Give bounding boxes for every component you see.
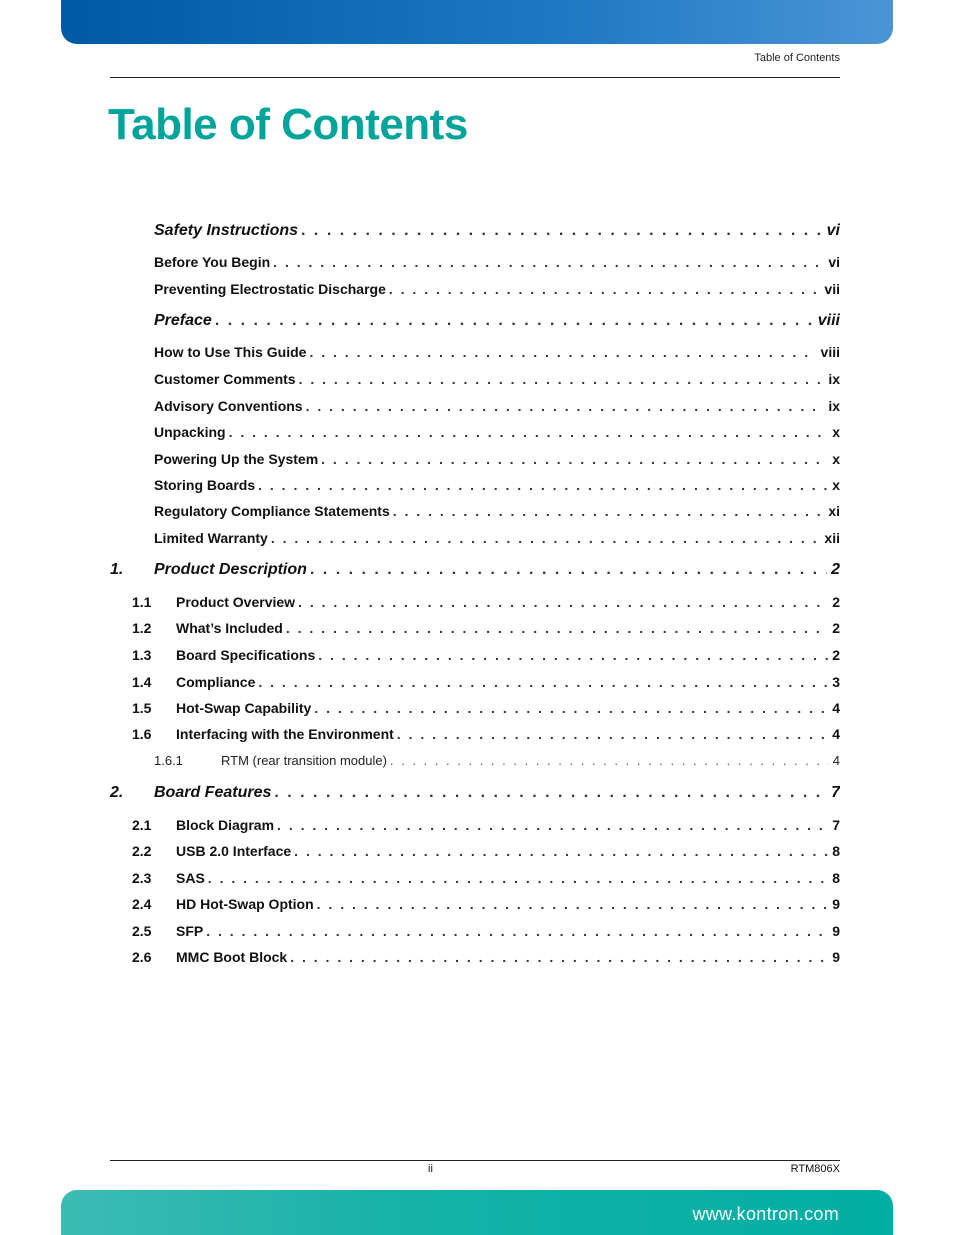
toc-entry-page: vi	[828, 254, 840, 270]
toc-entry-page: 2	[831, 561, 840, 578]
toc-entry[interactable]	[0, 949, 954, 969]
toc-dot-leader	[301, 222, 823, 240]
header-section-label: Table of Contents	[754, 52, 840, 64]
footer-rule	[110, 1160, 840, 1161]
toc-entry-title: Board Features	[154, 784, 274, 802]
toc-entry-title: Compliance	[176, 674, 258, 690]
toc-entry-page: 7	[831, 784, 840, 801]
website-link[interactable]: www.kontron.com	[692, 1204, 839, 1224]
toc-dot-leader	[314, 700, 828, 716]
toc-dot-leader	[393, 503, 825, 519]
toc-entry[interactable]	[0, 477, 954, 497]
toc-entry-title: RTM (rear transition module)	[221, 753, 390, 768]
toc-entry-title: Safety Instructions	[154, 222, 301, 240]
toc-entry-number: 2.4	[132, 896, 152, 912]
toc-entry[interactable]	[0, 843, 954, 863]
toc-entry-page: 9	[832, 923, 840, 939]
toc-entry-title: Unpacking	[154, 424, 229, 440]
toc-entry[interactable]	[0, 371, 954, 391]
toc-dot-leader	[299, 371, 825, 387]
toc-entry-title: SAS	[176, 870, 208, 886]
toc-dot-leader	[258, 477, 828, 493]
toc-entry-page: 8	[832, 870, 840, 886]
toc-entry-number: 2.5	[132, 923, 152, 939]
toc-entry-page: 4	[832, 700, 840, 716]
toc-entry-title: USB 2.0 Interface	[176, 843, 294, 859]
toc-dot-leader	[306, 398, 825, 414]
header-rule	[110, 77, 840, 78]
toc-entry[interactable]	[0, 817, 954, 837]
toc-dot-leader	[321, 451, 828, 467]
toc-entry-number: 2.3	[132, 870, 152, 886]
toc-entry[interactable]	[0, 753, 954, 773]
toc-entry-page: xii	[824, 530, 840, 546]
toc-entry-page: ix	[828, 371, 840, 387]
toc-dot-leader	[208, 870, 828, 886]
toc-entry-number: 2.6	[132, 949, 152, 965]
toc-entry-number: 1.3	[132, 647, 152, 663]
toc-entry-page: 8	[832, 843, 840, 859]
top-banner	[61, 0, 893, 44]
toc-dot-leader	[273, 254, 824, 270]
toc-entry-page: viii	[817, 312, 840, 329]
toc-dot-leader	[215, 312, 814, 330]
toc-dot-leader	[309, 344, 816, 360]
toc-entry[interactable]	[0, 870, 954, 890]
toc-entry-title: Hot-Swap Capability	[176, 700, 314, 716]
toc-entry-title: Interfacing with the Environment	[176, 726, 397, 742]
toc-entry-title: Before You Begin	[154, 254, 273, 270]
toc-dot-leader	[286, 620, 828, 636]
toc-entry[interactable]	[0, 503, 954, 523]
toc-dot-leader	[298, 594, 828, 610]
toc-entry-page: x	[832, 451, 840, 467]
toc-entry-page: vi	[826, 222, 840, 239]
toc-entry-page: 4	[832, 726, 840, 742]
toc-entry[interactable]	[0, 594, 954, 614]
toc-entry[interactable]	[0, 254, 954, 274]
toc-dot-leader	[389, 281, 821, 297]
toc-entry-title: Preventing Electrostatic Discharge	[154, 281, 389, 297]
toc-dot-leader	[277, 817, 828, 833]
toc-dot-leader	[397, 726, 828, 742]
toc-entry-page: 2	[832, 647, 840, 663]
toc-entry-title: Limited Warranty	[154, 530, 271, 546]
toc-entry-page: 9	[832, 896, 840, 912]
toc-entry-number: 1.	[110, 561, 124, 578]
toc-dot-leader	[274, 784, 827, 802]
page-title: Table of Contents	[108, 100, 468, 149]
toc-entry-number: 1.1	[132, 594, 152, 610]
toc-dot-leader	[258, 674, 828, 690]
toc-entry[interactable]	[0, 674, 954, 694]
toc-entry-number: 1.6	[132, 726, 152, 742]
toc-entry-page: vii	[824, 281, 840, 297]
toc-entry[interactable]	[0, 424, 954, 444]
toc-dot-leader	[290, 949, 828, 965]
toc-entry-title: Advisory Conventions	[154, 398, 306, 414]
toc-entry-title: Board Specifications	[176, 647, 318, 663]
toc-entry-number: 1.6.1	[154, 753, 183, 768]
toc-entry[interactable]	[0, 222, 954, 242]
toc-entry-number: 2.	[110, 784, 124, 801]
toc-entry-title: What’s Included	[176, 620, 286, 636]
toc-entry[interactable]	[0, 784, 954, 804]
toc-entry-title: Storing Boards	[154, 477, 258, 493]
toc-dot-leader	[271, 530, 821, 546]
toc-entry-number: 1.2	[132, 620, 152, 636]
toc-entry[interactable]	[0, 344, 954, 364]
toc-entry-title: Product Overview	[176, 594, 298, 610]
toc-entry[interactable]	[0, 312, 954, 332]
toc-entry[interactable]	[0, 561, 954, 581]
toc-entry-title: Product Description	[154, 561, 310, 579]
toc-entry-number: 2.1	[132, 817, 152, 833]
toc-entry[interactable]	[0, 398, 954, 418]
toc-entry-page: 3	[832, 674, 840, 690]
toc-entry-title: SFP	[176, 923, 206, 939]
toc-entry[interactable]	[0, 530, 954, 550]
toc-entry-title: Regulatory Compliance Statements	[154, 503, 393, 519]
toc-dot-leader	[318, 647, 828, 663]
toc-entry[interactable]	[0, 896, 954, 916]
toc-entry-page: x	[832, 477, 840, 493]
toc-entry-page: xi	[828, 503, 840, 519]
toc-entry[interactable]	[0, 726, 954, 746]
toc-entry[interactable]	[0, 451, 954, 471]
toc-entry-page: 4	[832, 753, 840, 768]
toc-entry[interactable]	[0, 647, 954, 667]
toc-entry-page: 9	[832, 949, 840, 965]
toc-entry-title: Powering Up the System	[154, 451, 321, 467]
toc-entry-title: HD Hot-Swap Option	[176, 896, 317, 912]
toc-entry-page: viii	[820, 344, 840, 360]
bottom-banner	[61, 1190, 893, 1235]
toc-dot-leader	[310, 561, 827, 579]
toc-entry-page: x	[832, 424, 840, 440]
toc-entry[interactable]	[0, 281, 954, 301]
toc-entry-title: Block Diagram	[176, 817, 277, 833]
toc-entry[interactable]	[0, 700, 954, 720]
footer-document-id: RTM806X	[790, 1163, 840, 1175]
toc-entry-number: 1.5	[132, 700, 152, 716]
toc-dot-leader	[390, 753, 829, 768]
footer-page-number: ii	[428, 1163, 433, 1175]
toc-entry-page: ix	[828, 398, 840, 414]
toc-entry-title: Preface	[154, 312, 215, 330]
toc-dot-leader	[294, 843, 828, 859]
toc-entry-title: Customer Comments	[154, 371, 299, 387]
toc-entry-page: 2	[832, 594, 840, 610]
toc-entry[interactable]	[0, 923, 954, 943]
toc-entry-page: 2	[832, 620, 840, 636]
toc-entry-title: MMC Boot Block	[176, 949, 290, 965]
toc-dot-leader	[317, 896, 829, 912]
toc-entry[interactable]	[0, 620, 954, 640]
toc-entry-number: 1.4	[132, 674, 152, 690]
toc-dot-leader	[206, 923, 828, 939]
toc-entry-page: 7	[832, 817, 840, 833]
toc-dot-leader	[229, 424, 829, 440]
toc-entry-title: How to Use This Guide	[154, 344, 309, 360]
toc-entry-number: 2.2	[132, 843, 152, 859]
